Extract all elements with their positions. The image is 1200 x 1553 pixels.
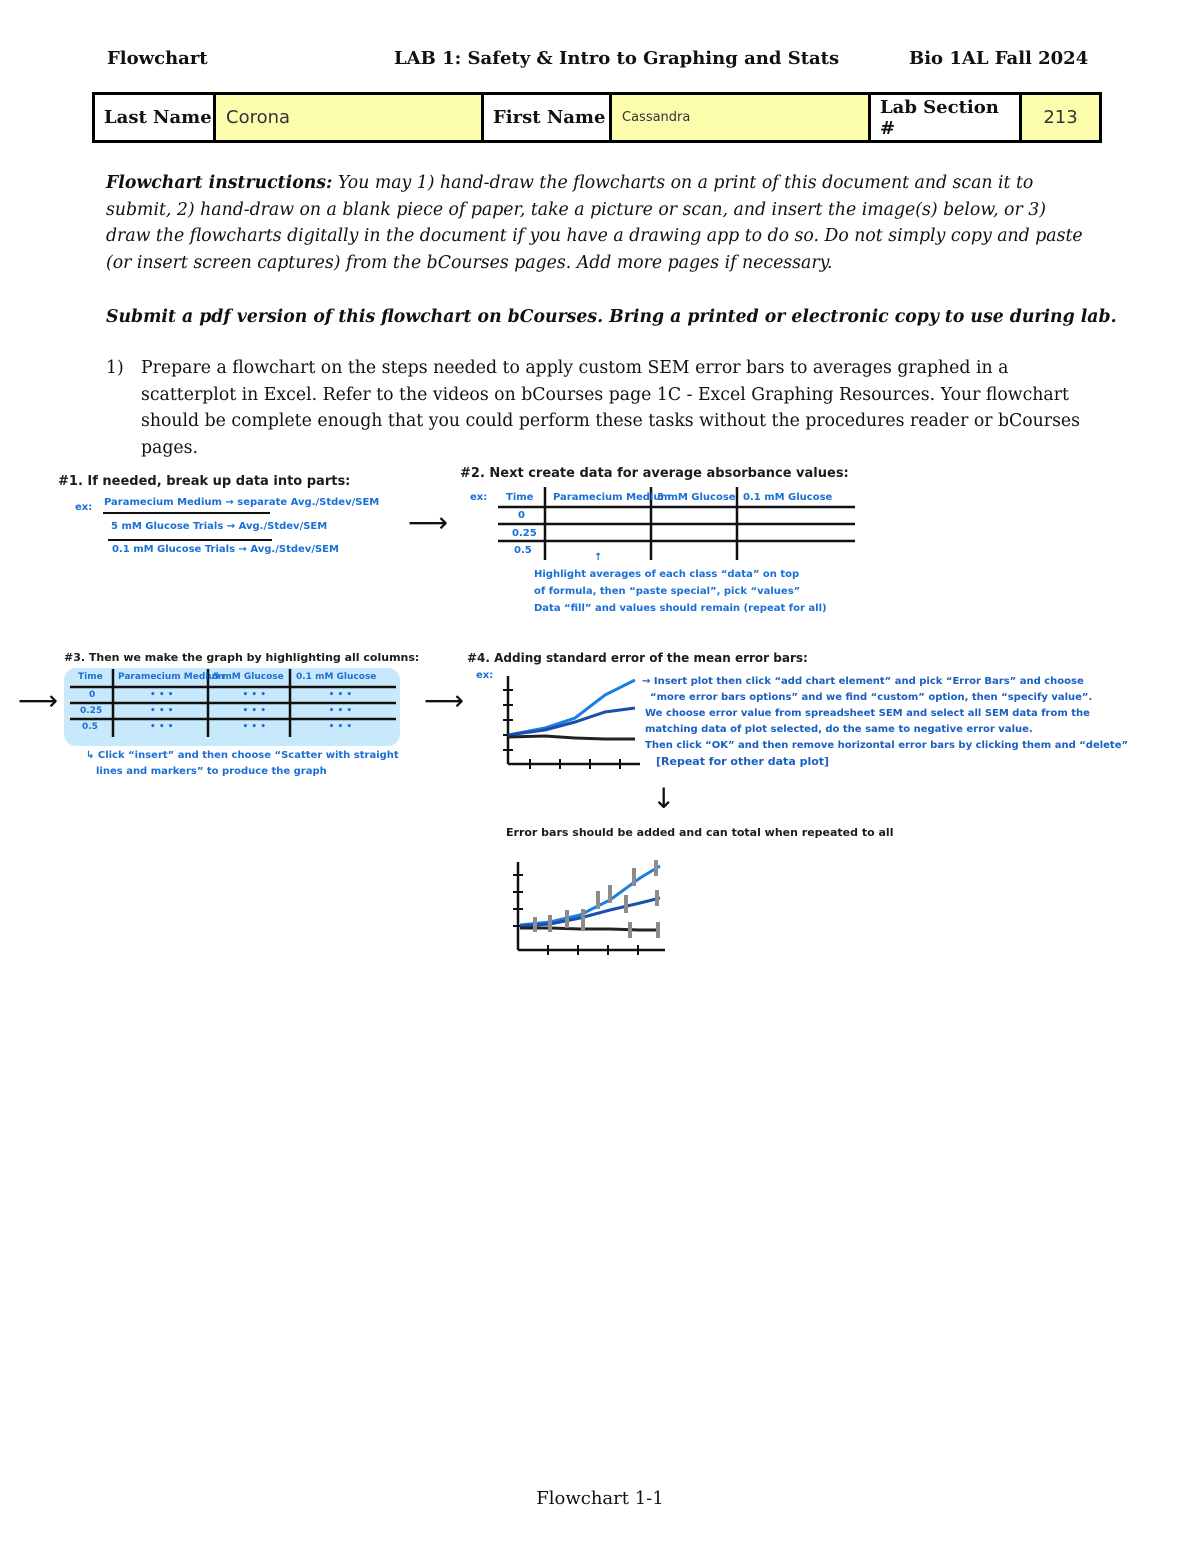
header-title: LAB 1: Safety & Intro to Graphing and Stats [394,48,840,69]
step3-header-time: Time [78,672,103,682]
step4-note-5: Then click “OK” and then remove horizontal error bars by clicking them and “delete” [645,740,1129,751]
step2-title: #2. Next create data for average absorbance values: [460,466,849,481]
step2-row-0: 0 [518,510,525,521]
step3-header-5mm: 5 mM Glucose [213,672,284,682]
step4-note-2: “more error bars options” and we find “custom” option, then “specify value”. [650,692,1093,703]
first-name-field[interactable]: Cassandra [612,95,871,140]
step3-note-2: lines and markers” to produce the graph [96,766,327,777]
question-number: 1) [106,358,124,378]
last-name-label: Last Name [95,95,216,140]
step4-note-1: → Insert plot then click “add chart element” and pick “Error Bars” and choose [642,676,1084,687]
step4-title: #4. Adding standard error of the mean error bars: [467,651,808,665]
instructions-body: You may 1) hand-draw the flowcharts on a print of this document and scan it to submit, 2) hand-draw on a blank piece of paper, take a picture or scan, and insert the image(s) below, or 3) draw the flowcharts digitally in the document if you have a drawing app to do so. Do not simply copy and paste (or insert screen captures) from the bCourses pages. Add more pages if necessary. [106,173,1083,273]
step3-cell-dots: • • • • • • • • • [150,690,353,700]
header-left: Flowchart [107,48,208,69]
lab-section-field[interactable]: 213 [1022,95,1099,140]
header-course: Bio 1AL Fall 2024 [909,48,1089,69]
step4-ex-label: ex: [476,670,494,681]
instructions-lead: Flowchart instructions: [106,173,333,193]
step3-header-medium: Paramecium Medium [118,672,225,682]
step2-row-025: 0.25 [512,528,537,539]
step1-line-3: 0.1 mM Glucose Trials → Avg./Stdev/SEM [112,544,339,555]
step3-header-01mm: 0.1 mM Glucose [296,672,377,682]
step3-title: #3. Then we make the graph by highlighting all columns: [64,651,420,664]
arrow-right-icon: ⟶ [408,506,449,539]
step2-header-time: Time [506,492,534,503]
step2-header-5mm: 5 mM Glucose [657,492,736,503]
step3-cell-dots: • • • • • • • • • [150,706,353,716]
step3-row-05: 0.5 [82,722,98,732]
last-name-field[interactable]: Corona [216,95,484,140]
final-note: Error bars should be added and can total when repeated to all [506,826,894,839]
step2-note-1: Highlight averages of each class “data” on top [534,569,800,580]
step1-ex-label: ex: [75,502,93,513]
lab-section-label: Lab Section # [871,95,1022,140]
step2-note-3: Data “fill” and values should remain (repeat for all) [534,603,827,614]
step2-header-01mm: 0.1 mM Glucose [743,492,833,503]
step2-ex-label: ex: [470,492,488,503]
step2-pointer-arrow: ↑ [594,552,603,563]
step3-cell-dots: • • • • • • • • • [150,722,353,732]
step4-note-6: [Repeat for other data plot] [656,755,830,768]
arrow-right-icon: ⟶ [424,684,465,717]
arrow-right-icon: ⟶ [18,684,59,717]
step4-note-3: We choose error value from spreadsheet SEM and select all SEM data from the [645,708,1090,719]
step2-header-medium: Paramecium Medium [553,492,671,503]
step1-line-2: 5 mM Glucose Trials → Avg./Stdev/SEM [111,521,328,532]
page-footer: Flowchart 1-1 [536,1488,664,1509]
step2-note-2: of formula, then “paste special”, pick “values” [534,586,801,597]
question-text: Prepare a flowchart on the steps needed to apply custom SEM error bars to averages graphed in a scatterplot in Excel. Refer to the videos on bCourses page 1C - Excel Graphing Resources. Your flowchart should be complete enough that you could perform these tasks without the procedures reader or bCourses pages. [141,358,1081,458]
step3-note-1: ↳ Click “insert” and then choose “Scatter with straight [86,750,399,761]
step3-row-025: 0.25 [80,706,103,716]
arrow-down-icon: ↓ [652,782,676,815]
step2-row-05: 0.5 [514,545,532,556]
submit-note: Submit a pdf version of this flowchart on bCourses. Bring a printed or electronic copy to use during lab. [106,307,1117,327]
step3-row-0: 0 [89,690,96,700]
step1-line-1: Paramecium Medium → separate Avg./Stdev/SEM [104,497,380,508]
step1-title: #1. If needed, break up data into parts: [58,474,351,489]
step4-note-4: matching data of plot selected, do the same to negative error value. [645,724,1033,735]
first-name-label: First Name [484,95,612,140]
